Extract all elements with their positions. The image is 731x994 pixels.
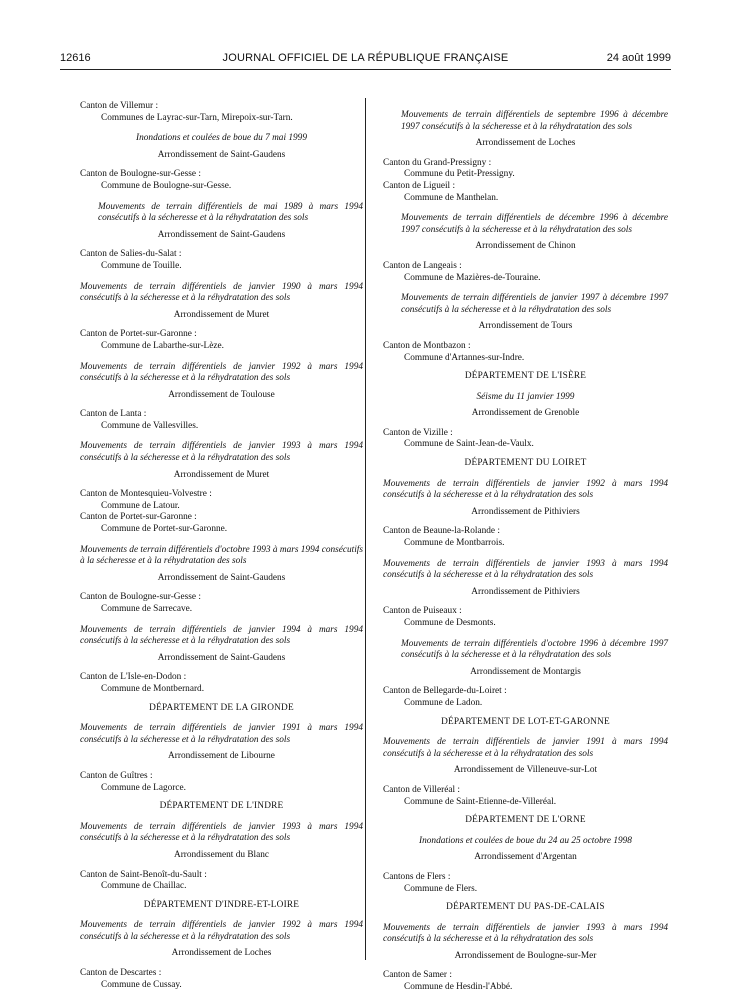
department-heading: DÉPARTEMENT DE L'ORNE xyxy=(465,815,586,826)
arrondissement-heading: Arrondissement de Boulogne-sur-Mer xyxy=(454,950,597,961)
canton-line: Canton de Lanta : xyxy=(80,409,147,420)
disaster-heading: Mouvements de terrain différentiels de janvier 1992 à mars 1994 consécutifs à la sécheresse et à la réhydratation des sols xyxy=(80,361,363,384)
canton-line: Canton de Portet-sur-Garonne : xyxy=(80,512,197,523)
commune-line: Commune de Montbernard. xyxy=(101,683,205,694)
disaster-heading: Séisme du 11 janvier 1999 xyxy=(476,391,575,402)
commune-line: Communes de Layrac-sur-Tarn, Mirepoix-sur-Tarn. xyxy=(101,112,293,123)
page-header xyxy=(60,52,671,68)
arrondissement-heading: Arrondissement de Loches xyxy=(171,948,272,959)
department-heading: DÉPARTEMENT DE L'INDRE xyxy=(159,801,284,812)
arrondissement-heading: Arrondissement de Saint-Gaudens xyxy=(157,149,286,160)
department-heading: DÉPARTEMENT DE L'ISÈRE xyxy=(464,371,587,382)
canton-line: Canton de Ligueil : xyxy=(383,180,456,191)
disaster-heading: Mouvements de terrain différentiels de janvier 1997 à décembre 1997 consécutifs à la sécheresse et à la réhydratation des sols xyxy=(401,293,668,315)
disaster-heading: Mouvements de terrain différentiels de janvier 1992 à mars 1994 consécutifs à la sécheresse et à la réhydratation des sols xyxy=(80,920,363,942)
department-heading: DÉPARTEMENT DE LA GIRONDE xyxy=(149,702,294,713)
disaster-heading: Mouvements de terrain différentiels de janvier 1990 à mars 1994 consécutifs à la sécheresse et à la réhydratation des sols xyxy=(80,281,363,304)
disaster-heading: Mouvements de terrain différentiels de janvier 1994 à mars 1994 consécutifs à la sécheresse et à la réhydratation des sols xyxy=(80,624,363,647)
commune-line: Commune de Lagorce. xyxy=(101,782,186,793)
commune-line: Commune du Petit-Pressigny. xyxy=(404,169,515,180)
arrondissement-heading: Arrondissement de Muret xyxy=(173,469,270,480)
commune-line: Commune de Cussay. xyxy=(101,979,182,990)
arrondissement-heading: Arrondissement de Saint-Gaudens xyxy=(157,572,286,583)
canton-line: Canton de Guîtres : xyxy=(80,770,153,781)
disaster-heading: Mouvements de terrain différentiels de septembre 1996 à décembre 1997 consécutifs à la sécheresse et à la réhydratation des sols xyxy=(401,110,668,132)
right-column xyxy=(383,101,668,994)
canton-line: Canton de Puiseaux : xyxy=(383,606,462,617)
canton-line: Canton de Portet-sur-Garonne : xyxy=(80,329,197,340)
header-rule xyxy=(60,69,671,70)
commune-line: Commune de Portet-sur-Garonne. xyxy=(101,524,228,535)
arrondissement-heading: Arrondissement de Muret xyxy=(173,309,270,320)
canton-line: Canton de Descartes : xyxy=(80,968,162,979)
disaster-heading: Mouvements de terrain différentiels de janvier 1993 à mars 1994 consécutifs à la sécheresse et à la réhydratation des sols xyxy=(383,558,668,581)
commune-line: Commune de Mazières-de-Touraine. xyxy=(404,272,541,283)
canton-line: Canton de Bellegarde-du-Loiret : xyxy=(383,686,507,697)
department-heading: DÉPARTEMENT D'INDRE-ET-LOIRE xyxy=(143,899,300,910)
arrondissement-heading: Arrondissement de Tours xyxy=(478,321,573,332)
left-column xyxy=(80,101,363,991)
department-heading: DÉPARTEMENT DE LOT-ET-GARONNE xyxy=(441,716,610,727)
commune-line: Commune de Desmonts. xyxy=(404,618,496,628)
canton-line: Canton de Langeais : xyxy=(383,260,462,271)
arrondissement-heading: Arrondissement de Montargis xyxy=(470,666,581,677)
disaster-heading: Mouvements de terrain différentiels de janvier 1992 à mars 1994 consécutifs à la sécheresse et à la réhydratation des sols xyxy=(383,478,668,501)
canton-line: Canton de Boulogne-sur-Gesse : xyxy=(80,169,201,180)
arrondissement-heading: Arrondissement d'Argentan xyxy=(474,852,577,863)
arrondissement-heading: Arrondissement de Saint-Gaudens xyxy=(157,652,286,663)
commune-line: Commune d'Artannes-sur-Indre. xyxy=(404,352,525,363)
arrondissement-heading: Arrondissement de Libourne xyxy=(168,751,275,762)
arrondissement-heading: Arrondissement du Blanc xyxy=(173,849,270,860)
commune-line: Commune de Labarthe-sur-Lèze. xyxy=(101,340,224,351)
disaster-heading: Inondations et coulées de boue du 24 au 25 octobre 1998 xyxy=(419,835,632,846)
commune-line: Commune de Vallesvilles. xyxy=(101,420,199,431)
commune-line: Commune de Ladon. xyxy=(404,697,483,708)
arrondissement-heading: Arrondissement de Grenoble xyxy=(471,408,580,419)
arrondissement-heading: Arrondissement de Toulouse xyxy=(168,389,275,400)
commune-line: Commune de Saint-Etienne-de-Villeréal. xyxy=(404,796,557,807)
canton-line: Canton du Grand-Pressigny : xyxy=(383,157,492,168)
disaster-heading: Inondations et coulées de boue du 7 mai 1999 xyxy=(136,133,307,144)
department-heading: DÉPARTEMENT DU PAS-DE-CALAIS xyxy=(446,902,605,913)
commune-line: Commune de Montbarrois. xyxy=(404,538,505,549)
commune-line: Commune de Chaillac. xyxy=(101,881,187,892)
disaster-heading: Mouvements de terrain différentiels de janvier 1991 à mars 1994 consécutifs à la sécheresse et à la réhydratation des sols xyxy=(383,737,668,759)
disaster-heading: Mouvements de terrain différentiels de janvier 1993 à mars 1994 consécutifs à la sécheresse et à la réhydratation des sols xyxy=(80,821,363,844)
canton-line: Canton de Samer : xyxy=(383,970,452,981)
disaster-heading: Mouvements de terrain différentiels d'octobre 1996 à décembre 1997 consécutifs à la sécheresse et à la réhydratation des sols xyxy=(401,638,668,661)
disaster-heading: Mouvements de terrain différentiels de décembre 1996 à décembre 1997 consécutifs à la sécheresse et à la réhydratation des sols xyxy=(401,213,668,235)
commune-line: Commune de Manthelan. xyxy=(404,192,499,203)
arrondissement-heading: Arrondissement de Pithiviers xyxy=(471,586,580,597)
canton-line: Canton de Saint-Benoît-du-Sault : xyxy=(80,869,207,880)
commune-line: Commune de Boulogne-sur-Gesse. xyxy=(101,180,232,191)
canton-line: Canton de Villemur : xyxy=(80,101,159,111)
commune-line: Commune de Hesdin-l'Abbé. xyxy=(404,982,513,993)
arrondissement-heading: Arrondissement de Pithiviers xyxy=(471,506,580,517)
department-heading: DÉPARTEMENT DU LOIRET xyxy=(464,458,587,469)
disaster-heading: Mouvements de terrain différentiels de janvier 1991 à mars 1994 consécutifs à la sécheresse et à la réhydratation des sols xyxy=(80,723,363,745)
arrondissement-heading: Arrondissement de Loches xyxy=(475,138,576,149)
canton-line: Canton de Villeréal : xyxy=(383,784,460,795)
disaster-heading: Mouvements de terrain différentiels de mai 1989 à mars 1994 consécutifs à la sécheresse et à la réhydratation des sols xyxy=(98,201,363,224)
arrondissement-heading: Arrondissement de Villeneuve-sur-Lot xyxy=(453,765,598,776)
commune-line: Commune de Touille. xyxy=(101,260,182,271)
commune-line: Commune de Sarrecave. xyxy=(101,604,193,614)
issue-date: 24 août 1999 xyxy=(606,52,671,64)
arrondissement-heading: Arrondissement de Saint-Gaudens xyxy=(157,229,286,240)
canton-line: Cantons de Flers : xyxy=(383,871,451,882)
disaster-heading: Mouvements de terrain différentiels d'octobre 1993 à mars 1994 consécutifs à la sécheresse et à la réhydratation des sols xyxy=(80,544,364,567)
disaster-heading: Mouvements de terrain différentiels de janvier 1993 à mars 1994 consécutifs à la sécheresse et à la réhydratation des sols xyxy=(383,922,668,945)
canton-line: Canton de Beaune-la-Rolande : xyxy=(383,526,500,537)
journal-title: JOURNAL OFFICIEL DE LA RÉPUBLIQUE FRANÇAISE xyxy=(222,52,509,64)
canton-line: Canton de L'Isle-en-Dodon : xyxy=(80,672,187,683)
disaster-heading: Mouvements de terrain différentiels de janvier 1993 à mars 1994 consécutifs à la sécheresse et à la réhydratation des sols xyxy=(80,441,363,464)
commune-line: Commune de Flers. xyxy=(404,883,478,894)
canton-line: Canton de Salies-du-Salat : xyxy=(80,249,182,260)
commune-line: Commune de Saint-Jean-de-Vaulx. xyxy=(404,439,534,450)
canton-line: Canton de Vizille : xyxy=(383,427,453,438)
arrondissement-heading: Arrondissement de Chinon xyxy=(475,241,576,252)
page-number: 12616 xyxy=(60,52,91,64)
column-separator xyxy=(365,98,366,960)
canton-line: Canton de Montesquieu-Volvestre : xyxy=(80,489,212,500)
canton-line: Canton de Boulogne-sur-Gesse : xyxy=(80,592,201,603)
canton-line: Canton de Montbazon : xyxy=(383,340,471,351)
commune-line: Commune de Latour. xyxy=(101,500,180,511)
